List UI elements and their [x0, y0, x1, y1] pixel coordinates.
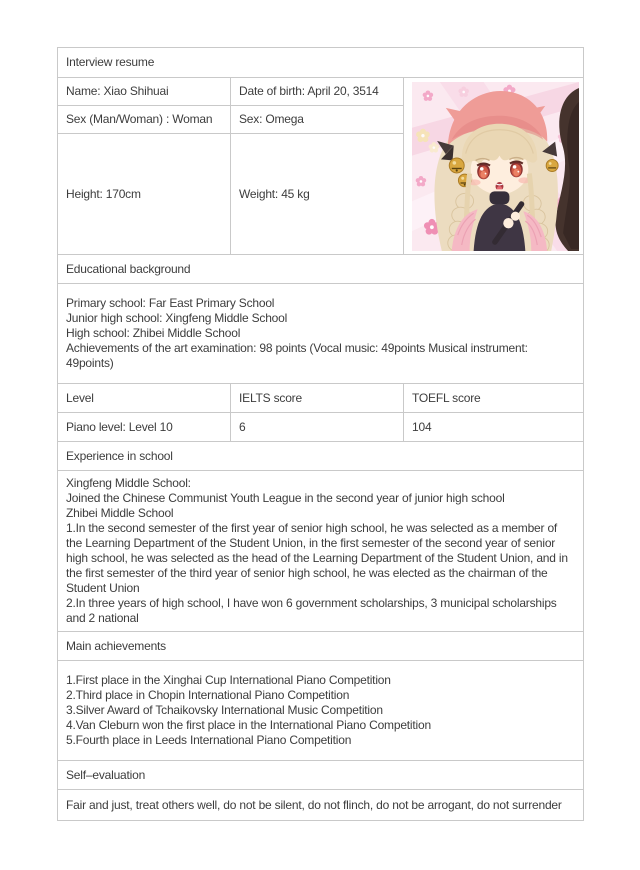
self-evaluation-text: Fair and just, treat others well, do not be silent, do not flinch, do not be arrogant, do not surrender — [66, 797, 562, 812]
toefl-column-header: TOEFL score — [404, 384, 584, 413]
ielts-score-cell: 6 — [231, 413, 404, 442]
self-evaluation-header: Self–evaluation — [58, 761, 584, 790]
achievement-line: 2.Third place in Chopin International Piano Competition — [66, 688, 350, 702]
achievements-content — [58, 661, 584, 761]
weight-cell: Weight: 45 kg — [231, 134, 404, 255]
self-evaluation-content — [58, 790, 584, 821]
experience-line: Joined the Chinese Communist Youth League in the second year of junior high school — [66, 491, 505, 505]
education-line: Junior high school: Xingfeng Middle School — [66, 311, 288, 325]
education-line: High school: Zhibei Middle School — [66, 326, 241, 340]
achievement-line: 5.Fourth place in Leeds International Piano Competition — [66, 733, 352, 747]
piano-level-cell: Piano level: Level 10 — [58, 413, 231, 442]
level-column-header: Level — [58, 384, 231, 413]
anime-girl-portrait — [412, 82, 579, 251]
ielts-column-header: IELTS score — [231, 384, 404, 413]
toefl-score-cell: 104 — [404, 413, 584, 442]
experience-content — [58, 471, 584, 632]
experience-header: Experience in school — [58, 442, 584, 471]
education-line: Primary school: Far East Primary School — [66, 296, 275, 310]
achievement-line: 4.Van Cleburn won the first place in the International Piano Competition — [66, 718, 431, 732]
resume-title: Interview resume — [58, 48, 584, 78]
experience-line: 1.In the second semester of the first year of senior high school, he was selected as a member of the Learning Department of the Student Union, in the first semester of the second year of senior high school, he was selected as the head of the Learning Department of the Student Union, and in the first semester of the third year of senior high school, he was elected as the chairman of the Student Union — [66, 521, 568, 595]
resume-document — [57, 47, 583, 821]
photo-cell — [404, 78, 584, 255]
date-of-birth-cell: Date of birth: April 20, 3514 — [231, 78, 404, 106]
height-cell: Height: 170cm — [58, 134, 231, 255]
sex-cell: Sex: Omega — [231, 106, 404, 134]
experience-line: 2.In three years of high school, I have won 6 government scholarships, 3 municipal scholarships and 2 national — [66, 596, 557, 625]
experience-line: Zhibei Middle School — [66, 506, 174, 520]
education-line: Achievements of the art examination: 98 points (Vocal music: 49points Musical instrument: 49points) — [66, 341, 528, 370]
resume-table — [57, 47, 584, 821]
achievement-line: 3.Silver Award of Tchaikovsky International Music Competition — [66, 703, 383, 717]
achievement-line: 1.First place in the Xinghai Cup International Piano Competition — [66, 673, 391, 687]
experience-line: Xingfeng Middle School: — [66, 476, 191, 490]
name-cell: Name: Xiao Shihuai — [58, 78, 231, 106]
education-header: Educational background — [58, 255, 584, 284]
education-content — [58, 284, 584, 384]
sex-man-woman-cell: Sex (Man/Woman) : Woman — [58, 106, 231, 134]
achievements-header: Main achievements — [58, 632, 584, 661]
